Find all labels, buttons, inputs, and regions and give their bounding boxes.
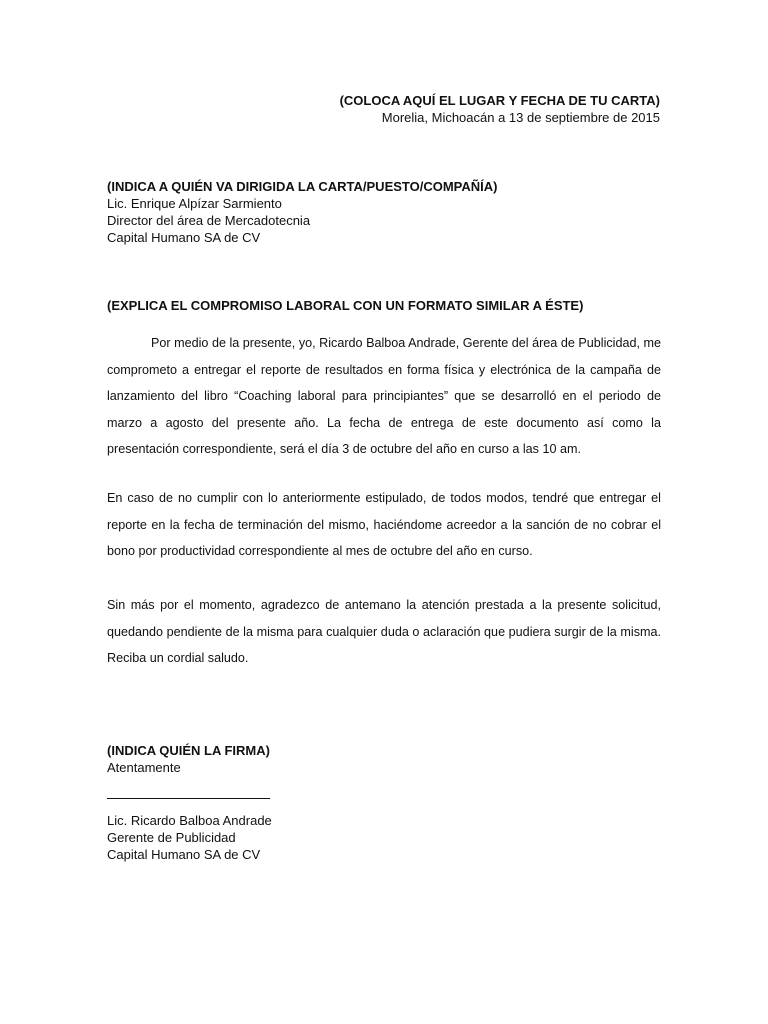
date-placeholder-heading: (COLOCA AQUÍ EL LUGAR Y FECHA DE TU CARTA) xyxy=(339,93,660,108)
signer-company: Capital Humano SA de CV xyxy=(107,847,261,862)
body-placeholder-block xyxy=(107,297,583,314)
penalty-paragraph: En caso de no cumplir con lo anteriormente estipulado, de todos modos, tendré que entregar el reporte en la fecha de terminación del mismo, haciéndome acreedor a la sanción de no cobrar el bono por productividad correspondiente al mes de octubre del año en curso. xyxy=(107,491,661,558)
closing-paragraph: Sin más por el momento, agradezco de antemano la atención prestada a la presente solicitud, quedando pendiente de la misma para cualquier duda o aclaración que pudiera surgir de la misma. Reciba un cordial saludo. xyxy=(107,598,661,665)
signer-name: Lic. Ricardo Balboa Andrade xyxy=(107,813,272,828)
signature-placeholder-heading: (INDICA QUIÉN LA FIRMA) xyxy=(107,743,270,758)
recipient-position: Director del área de Mercadotecnia xyxy=(107,213,311,228)
recipient-company: Capital Humano SA de CV xyxy=(107,230,261,245)
recipient-block xyxy=(107,178,497,246)
recipient-placeholder-heading: (INDICA A QUIÉN VA DIRIGIDA LA CARTA/PUESTO/COMPAÑÍA) xyxy=(107,179,498,194)
signer-position: Gerente de Publicidad xyxy=(107,830,236,845)
closing-salutation: Atentamente xyxy=(107,760,181,775)
recipient-name: Lic. Enrique Alpízar Sarmiento xyxy=(107,196,282,211)
place-and-date: Morelia, Michoacán a 13 de septiembre de 2015 xyxy=(381,110,660,125)
signer-block xyxy=(107,812,272,863)
body-placeholder-heading: (EXPLICA EL COMPROMISO LABORAL CON UN FORMATO SIMILAR A ÉSTE) xyxy=(107,298,584,313)
commitment-paragraph: Por medio de la presente, yo, Ricardo Balboa Andrade, Gerente del área de Publicidad, me comprometo a entregar el reporte de resultados en forma física y electrónica de la campaña de lanzamiento del libro “Coaching laboral para principiantes” que se desarrolló en el periodo de marzo a agosto del presente año. La fecha de entrega de este documento así como la presentación correspondiente, será el día 3 de octubre del año en curso a las 10 am. xyxy=(107,336,661,456)
date-block xyxy=(340,92,660,126)
signature-line xyxy=(107,798,270,799)
signature-heading-block xyxy=(107,742,270,776)
